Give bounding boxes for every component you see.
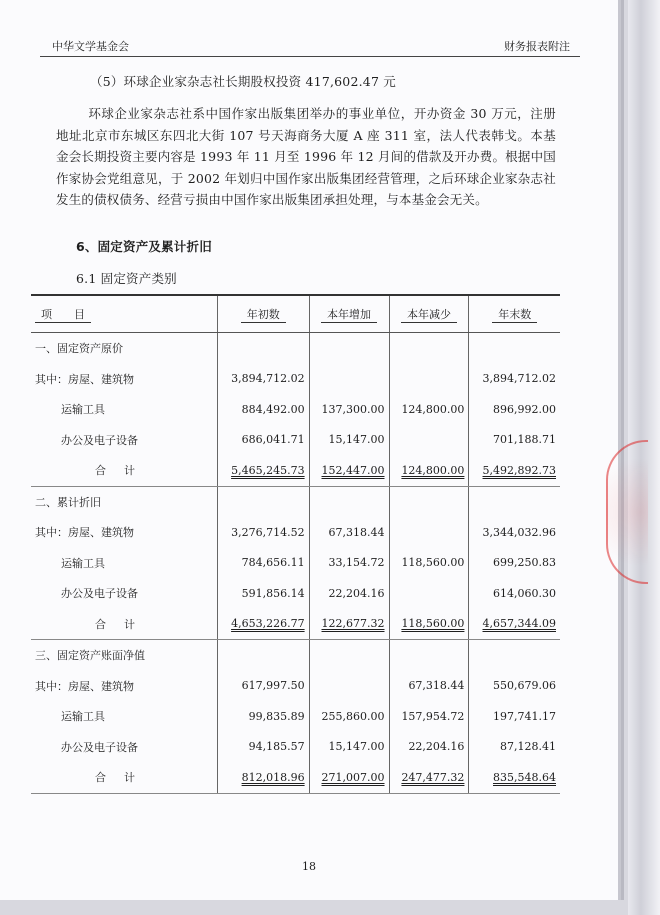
header-decrease: 本年减少 bbox=[389, 295, 469, 333]
table-cell: 617,997.50 bbox=[218, 671, 310, 702]
table-cell: 197,741.17 bbox=[469, 701, 560, 732]
table-row bbox=[31, 517, 560, 548]
page-number: 18 bbox=[302, 860, 316, 873]
table-cell bbox=[469, 455, 560, 486]
table-cell bbox=[469, 486, 560, 517]
item5-body bbox=[56, 103, 556, 211]
table-cell: 3,894,712.02 bbox=[218, 364, 310, 395]
table-row bbox=[31, 609, 560, 640]
total-value: 124,800.00 bbox=[401, 463, 465, 477]
table-row bbox=[31, 640, 560, 671]
total-value: 4,657,344.09 bbox=[482, 617, 556, 631]
total-value: 122,677.32 bbox=[321, 617, 385, 631]
table-cell bbox=[389, 455, 469, 486]
total-label: 合计 bbox=[95, 464, 153, 478]
table-row bbox=[31, 548, 560, 579]
table-cell bbox=[309, 609, 389, 640]
table-row bbox=[31, 762, 560, 793]
table-cell bbox=[389, 578, 469, 609]
table-cell: 686,041.71 bbox=[218, 425, 310, 456]
table-cell: 591,856.14 bbox=[218, 578, 310, 609]
table-cell: 22,204.16 bbox=[309, 578, 389, 609]
red-seal-stamp bbox=[606, 440, 648, 584]
row-label: 一、固定资产原价 bbox=[31, 333, 218, 364]
table-cell: 255,860.00 bbox=[309, 701, 389, 732]
row-label: 运输工具 bbox=[31, 701, 218, 732]
table-row bbox=[31, 701, 560, 732]
row-label: 其中：房屋、建筑物 bbox=[31, 364, 218, 395]
table-cell bbox=[218, 455, 310, 486]
row-label: 运输工具 bbox=[31, 548, 218, 579]
total-value: 5,492,892.73 bbox=[482, 463, 556, 477]
row-label: 办公及电子设备 bbox=[31, 425, 218, 456]
table-cell: 701,188.71 bbox=[469, 425, 560, 456]
table-cell bbox=[469, 762, 560, 793]
table-cell bbox=[309, 640, 389, 671]
table-header-row bbox=[31, 295, 560, 333]
table-cell bbox=[389, 333, 469, 364]
total-value: 271,007.00 bbox=[321, 770, 385, 784]
table-row bbox=[31, 486, 560, 517]
total-value: 5,465,245.73 bbox=[231, 463, 305, 477]
table-row bbox=[31, 671, 560, 702]
table-cell bbox=[389, 486, 469, 517]
row-label: 运输工具 bbox=[31, 394, 218, 425]
row-label bbox=[31, 762, 218, 793]
table-cell: 137,300.00 bbox=[309, 394, 389, 425]
table-cell: 3,894,712.02 bbox=[469, 364, 560, 395]
fixed-assets-table bbox=[31, 294, 560, 794]
table-cell bbox=[218, 486, 310, 517]
table-cell: 15,147.00 bbox=[309, 425, 389, 456]
item5-heading: （5）环球企业家杂志社长期股权投资 417,602.47 元 bbox=[90, 74, 396, 89]
total-value: 247,477.32 bbox=[401, 770, 465, 784]
table-cell bbox=[389, 762, 469, 793]
total-value: 152,447.00 bbox=[321, 463, 385, 477]
table-cell: 15,147.00 bbox=[309, 732, 389, 763]
table-row bbox=[31, 578, 560, 609]
table-row bbox=[31, 455, 560, 486]
total-label: 合计 bbox=[95, 617, 153, 631]
row-label: 二、累计折旧 bbox=[31, 486, 218, 517]
table-cell bbox=[309, 455, 389, 486]
table-cell: 87,128.41 bbox=[469, 732, 560, 763]
header-organization: 中华文学基金会 bbox=[52, 40, 129, 53]
total-value: 118,560.00 bbox=[401, 617, 465, 631]
table-cell: 884,492.00 bbox=[218, 394, 310, 425]
table-cell bbox=[469, 333, 560, 364]
header-closing: 年末数 bbox=[469, 295, 560, 333]
table-cell bbox=[309, 762, 389, 793]
row-label bbox=[31, 609, 218, 640]
table-cell: 94,185.57 bbox=[218, 732, 310, 763]
table-cell: 67,318.44 bbox=[389, 671, 469, 702]
table-cell bbox=[389, 364, 469, 395]
header-item: 项 目 bbox=[31, 295, 218, 333]
row-label: 办公及电子设备 bbox=[31, 732, 218, 763]
table-cell: 896,992.00 bbox=[469, 394, 560, 425]
table-cell: 550,679.06 bbox=[469, 671, 560, 702]
table-cell bbox=[309, 333, 389, 364]
table-cell: 124,800.00 bbox=[389, 394, 469, 425]
header-increase: 本年增加 bbox=[309, 295, 389, 333]
table-row bbox=[31, 394, 560, 425]
header-opening: 年初数 bbox=[218, 295, 310, 333]
total-label: 合计 bbox=[95, 771, 153, 785]
table-cell: 118,560.00 bbox=[389, 548, 469, 579]
table-cell bbox=[218, 333, 310, 364]
table-cell: 784,656.11 bbox=[218, 548, 310, 579]
table-cell: 3,344,032.96 bbox=[469, 517, 560, 548]
table-cell bbox=[469, 640, 560, 671]
table-cell: 3,276,714.52 bbox=[218, 517, 310, 548]
table-row bbox=[31, 333, 560, 364]
row-label: 其中：房屋、建筑物 bbox=[31, 517, 218, 548]
header-section: 财务报表附注 bbox=[504, 40, 570, 53]
table-cell bbox=[389, 517, 469, 548]
row-label bbox=[31, 455, 218, 486]
header-divider bbox=[40, 56, 580, 57]
table-cell: 699,250.83 bbox=[469, 548, 560, 579]
page-header bbox=[52, 38, 570, 54]
table-cell bbox=[469, 609, 560, 640]
row-label: 办公及电子设备 bbox=[31, 578, 218, 609]
section61-title: 6.1 固定资产类别 bbox=[76, 271, 177, 286]
table-cell: 99,835.89 bbox=[218, 701, 310, 732]
table-row bbox=[31, 732, 560, 763]
table-cell: 22,204.16 bbox=[389, 732, 469, 763]
table-cell bbox=[309, 671, 389, 702]
table-cell: 614,060.30 bbox=[469, 578, 560, 609]
table-cell bbox=[389, 425, 469, 456]
total-value: 4,653,226.77 bbox=[231, 617, 305, 631]
section6-title: 6、固定资产及累计折旧 bbox=[76, 239, 212, 254]
table-cell bbox=[389, 640, 469, 671]
table-cell bbox=[218, 609, 310, 640]
table-cell bbox=[389, 609, 469, 640]
table-cell bbox=[218, 762, 310, 793]
table-cell bbox=[309, 364, 389, 395]
total-value: 835,548.64 bbox=[493, 770, 556, 784]
row-label: 其中：房屋、建筑物 bbox=[31, 671, 218, 702]
table-cell bbox=[309, 486, 389, 517]
table-cell: 33,154.72 bbox=[309, 548, 389, 579]
table-cell: 157,954.72 bbox=[389, 701, 469, 732]
item5-body-text: 环球企业家杂志社系中国作家出版集团举办的事业单位，开办资金 30 万元，注册地址北京市东城区东四北大街 107 号天海商务大厦 A 座 311 室，法人代表韩戈。本基金会长期投资主要内容是 1993 年 11 月至 1996 年 12 月间的借款及开办费。根据中国作家协会党组意见，于 2002 年划归中国作家出版集团经营管理，之后环球企业家杂志社发生的债权债务、经营亏损由中国作家出版集团承担处理，与本基金会无关。 bbox=[56, 106, 556, 207]
table-cell: 67,318.44 bbox=[309, 517, 389, 548]
total-value: 812,018.96 bbox=[241, 770, 305, 784]
row-label: 三、固定资产账面净值 bbox=[31, 640, 218, 671]
table-row bbox=[31, 364, 560, 395]
table-row bbox=[31, 425, 560, 456]
table-cell bbox=[218, 640, 310, 671]
